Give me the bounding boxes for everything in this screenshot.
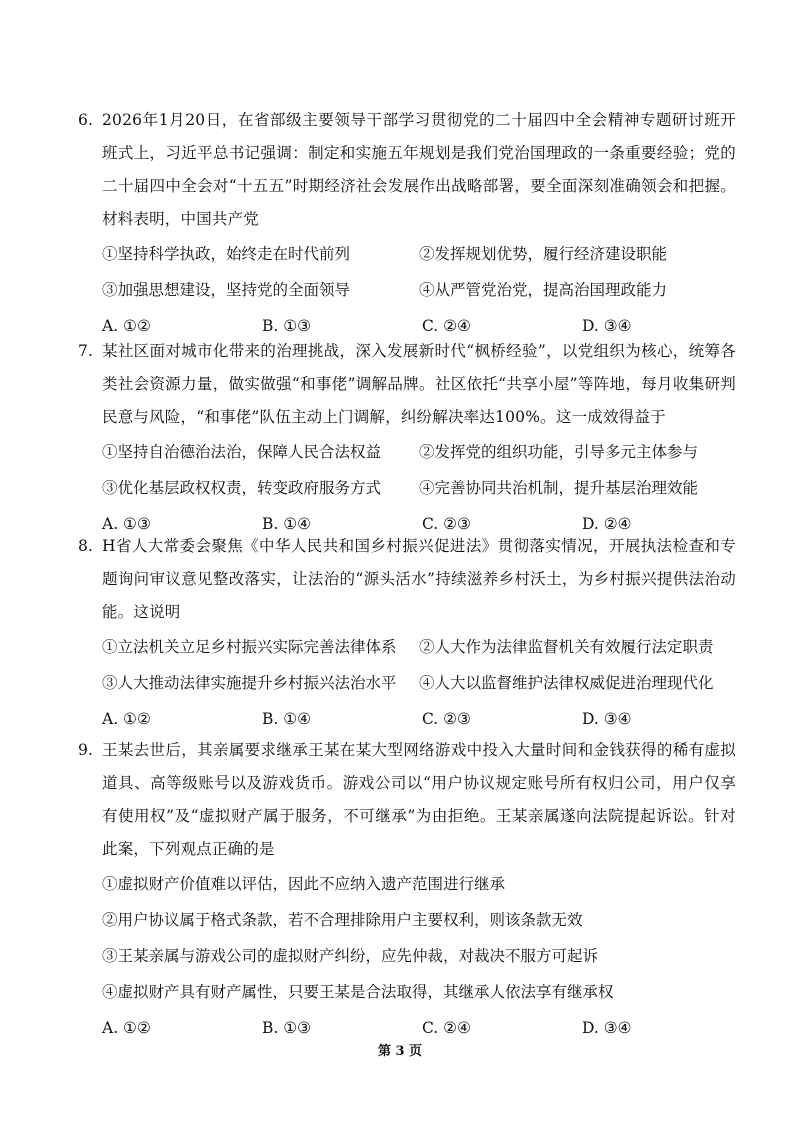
- question-9: [72, 734, 736, 1046]
- answer-choices: [72, 701, 736, 737]
- question-8: [72, 530, 736, 737]
- statement-option: ④完善协同共治机制，提升基层治理效能: [419, 479, 699, 497]
- statement-option: ②用户协议属于格式条款，若不合理排除用户主要权利，则该条款无效: [102, 911, 583, 929]
- page-number: 第 3 页: [377, 1044, 423, 1059]
- statement-options: [72, 866, 736, 1010]
- statement-option: ③王某亲属与游戏公司的虚拟财产纠纷，应先仲裁，对裁决不服方可起诉: [102, 947, 599, 965]
- question-7: [72, 335, 736, 542]
- question-stem: [72, 734, 736, 866]
- statement-option: ③优化基层政权权责，转变政府服务方式: [102, 479, 382, 497]
- question-text: 王某去世后，其亲属要求继承王某在某大型网络游戏中投入大量时间和金钱获得的稀有虚拟道具、高等级账号以及游戏货币。游戏公司以“用户协议规定账号所有权归公司，用户仅享有使用权”及“虚拟财产属于服务，不可继承”为由拒绝。王某亲属遂向法院提起诉讼。针对此案，下列观点正确的是: [102, 741, 736, 858]
- statement-option: ②人大作为法律监督机关有效履行法定职责: [419, 638, 714, 656]
- statement-option: ①立法机关立足乡村振兴实际完善法律体系: [102, 638, 397, 656]
- statement-option: ④虚拟财产具有财产属性，只要王某是合法取得，其继承人依法享有继承权: [102, 983, 614, 1001]
- answer-choice-b[interactable]: B. ①④: [262, 710, 312, 728]
- question-stem: [72, 530, 736, 629]
- statement-option: ①虚拟财产价值难以评估，因此不应纳入遗产范围进行继承: [102, 875, 506, 893]
- question-text: H省人大常委会聚焦《中华人民共和国乡村振兴促进法》贯彻落实情况，开展执法检查和专题询问审议意见整改落实，让法治的“源头活水”持续滋养乡村沃土，为乡村振兴提供法治动能。这说明: [102, 537, 736, 621]
- answer-choice-d[interactable]: D. ③④: [582, 317, 632, 335]
- question-6: [72, 104, 736, 344]
- answer-choice-c[interactable]: C. ②④: [422, 317, 471, 335]
- statement-option: ④人大以监督维护法律权威促进治理现代化: [419, 674, 714, 692]
- statement-option: ②发挥规划优势，履行经济建设职能: [419, 245, 668, 263]
- statement-option: ①坚持自治德治法治，保障人民合法权益: [102, 443, 382, 461]
- question-number: 6.: [78, 111, 94, 129]
- question-number: 9.: [78, 741, 94, 759]
- question-text: 某社区面对城市化带来的治理挑战，深入发展新时代“枫桥经验”，以党组织为核心，统筹各类社会资源力量，做实做强“和事佬”调解品牌。社区依托“共享小屋”等阵地，每月收集研判民意与风险，“和事佬”队伍主动上门调解，纠纷解决率达100%。这一成效得益于: [102, 342, 736, 426]
- question-number: 8.: [78, 537, 94, 555]
- answer-choice-a[interactable]: A. ①②: [102, 317, 151, 335]
- answer-choice-c[interactable]: C. ②④: [422, 1019, 471, 1037]
- answer-choice-d[interactable]: D. ②④: [582, 515, 632, 533]
- question-text: 2026年1月20日，在省部级主要领导干部学习贯彻党的二十届四中全会精神专题研讨班开班式上，习近平总书记强调：制定和实施五年规划是我们党治国理政的一条重要经验；党的二十届四中全会对“十五五”时期经济社会发展作出战略部署，要全面深刻准确领会和把握。材料表明，中国共产党: [102, 111, 736, 228]
- question-stem: [72, 335, 736, 434]
- answer-choice-b[interactable]: B. ①③: [262, 1019, 312, 1037]
- answer-choice-d[interactable]: D. ③④: [582, 1019, 632, 1037]
- answer-choice-c[interactable]: C. ②③: [422, 515, 471, 533]
- statement-option: ①坚持科学执政，始终走在时代前列: [102, 245, 351, 263]
- answer-choice-a[interactable]: A. ①③: [102, 515, 151, 533]
- statement-option: ④从严管党治党，提高治国理政能力: [419, 281, 668, 299]
- question-stem: [72, 104, 736, 236]
- statement-option: ③加强思想建设，坚持党的全面领导: [102, 281, 351, 299]
- statement-option: ②发挥党的组织功能，引导多元主体参与: [419, 443, 699, 461]
- answer-choice-c[interactable]: C. ②③: [422, 710, 471, 728]
- question-number: 7.: [78, 342, 94, 360]
- statement-options: [72, 236, 736, 308]
- answer-choice-a[interactable]: A. ①②: [102, 1019, 151, 1037]
- statement-options: [72, 629, 736, 701]
- answer-choice-d[interactable]: D. ③④: [582, 710, 632, 728]
- answer-choice-b[interactable]: B. ①④: [262, 515, 312, 533]
- statement-options: [72, 434, 736, 506]
- answer-choice-b[interactable]: B. ①③: [262, 317, 312, 335]
- statement-option: ③人大推动法律实施提升乡村振兴法治水平: [102, 674, 397, 692]
- answer-choice-a[interactable]: A. ①②: [102, 710, 151, 728]
